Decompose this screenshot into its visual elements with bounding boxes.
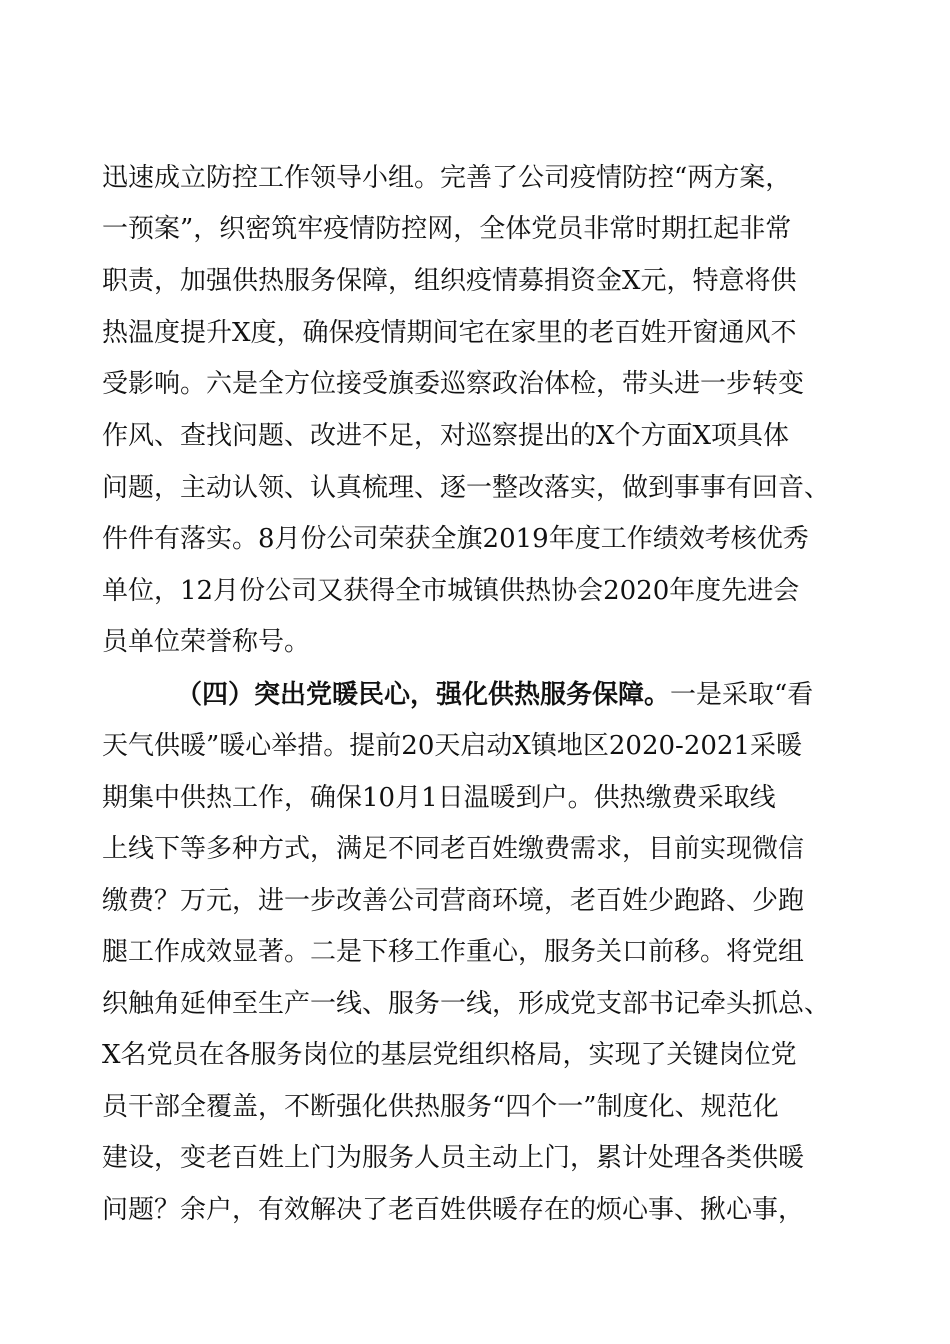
paragraph-line-text: 受影响。六是全方位接受旗委巡察政治体检，带头进一步转变 — [102, 369, 805, 399]
paragraph-line-text: 件件有落实。8月份公司荣获全旗2019年度工作绩效考核优秀 — [102, 524, 809, 554]
paragraph-line — [0, 1035, 950, 1075]
paragraph-line-text: 缴费？万元，进一步改善公司营商环境，老百姓少跑路、少跑 — [102, 886, 805, 916]
paragraph-line — [0, 313, 950, 353]
paragraph-line-text: 织触角延伸至生产一线、服务一线，形成党支部书记牵头抓总、 — [102, 989, 831, 1019]
paragraph-line-text: 期集中供热工作，确保10月1日温暖到户。供热缴费采取线 — [102, 783, 776, 813]
paragraph-line — [0, 261, 950, 301]
paragraph-line-text: 问题，主动认领、认真梳理、逐一整改落实，做到事事有回音、 — [102, 473, 831, 503]
paragraph-line — [0, 1138, 950, 1178]
paragraph-line — [0, 881, 950, 921]
paragraph-line-text: 员干部全覆盖，不断强化供热服务“四个一”制度化、规范化 — [102, 1092, 779, 1122]
paragraph-line-text: 迅速成立防控工作领导小组。完善了公司疫情防控“两方案， — [102, 163, 792, 193]
paragraph-line-text: 单位，12月份公司又获得全市城镇供热协会2020年度先进会 — [102, 576, 800, 606]
paragraph-line-text: 问题？余户，有效解决了老百姓供暖存在的烦心事、揪心事， — [102, 1195, 805, 1225]
paragraph-line — [0, 364, 950, 404]
section-four-heading: （四）突出党暖民心，强化供热服务保障。 — [176, 680, 671, 710]
paragraph-line — [0, 984, 950, 1024]
paragraph-line — [0, 571, 950, 611]
paragraph-line-text: 一预案”，织密筑牢疫情防控网，全体党员非常时期扛起非常 — [102, 214, 792, 244]
paragraph-line — [0, 519, 950, 559]
paragraph-line-text: 作风、查找问题、改进不足，对巡察提出的X个方面X项具体 — [102, 421, 790, 451]
paragraph-line — [0, 932, 950, 972]
paragraph-line-text: 职责，加强供热服务保障，组织疫情募捐资金X元，特意将供 — [102, 266, 797, 296]
paragraph-line-text: 腿工作成效显著。二是下移工作重心，服务关口前移。将党组 — [102, 937, 805, 967]
paragraph-line — [0, 468, 950, 508]
paragraph-line-text: 建设，变老百姓上门为服务人员主动上门，累计处理各类供暖 — [102, 1143, 805, 1173]
paragraph-line — [0, 622, 950, 662]
paragraph-line-text: 天气供暖”暖心举措。提前20天启动X镇地区2020-2021采暖 — [102, 731, 803, 761]
paragraph-line-text: 热温度提升X度，确保疫情期间宅在家里的老百姓开窗通风不 — [102, 318, 797, 348]
paragraph-line — [0, 829, 950, 869]
paragraph-line — [0, 416, 950, 456]
paragraph-line — [0, 209, 950, 249]
paragraph-line-text: X名党员在各服务岗位的基层党组织格局，实现了关键岗位党 — [102, 1040, 797, 1070]
section-four-text: 一是采取“看 — [670, 680, 814, 710]
paragraph-line — [0, 726, 950, 766]
paragraph-line — [0, 1190, 950, 1230]
paragraph-line — [0, 158, 950, 198]
paragraph-line — [0, 1087, 950, 1127]
paragraph-line — [0, 778, 950, 818]
paragraph-line-text: 上线下等多种方式，满足不同老百姓缴费需求，目前实现微信 — [102, 834, 805, 864]
paragraph-line-text: 员单位荣誉称号。 — [102, 627, 311, 657]
section-heading-line — [0, 675, 950, 715]
